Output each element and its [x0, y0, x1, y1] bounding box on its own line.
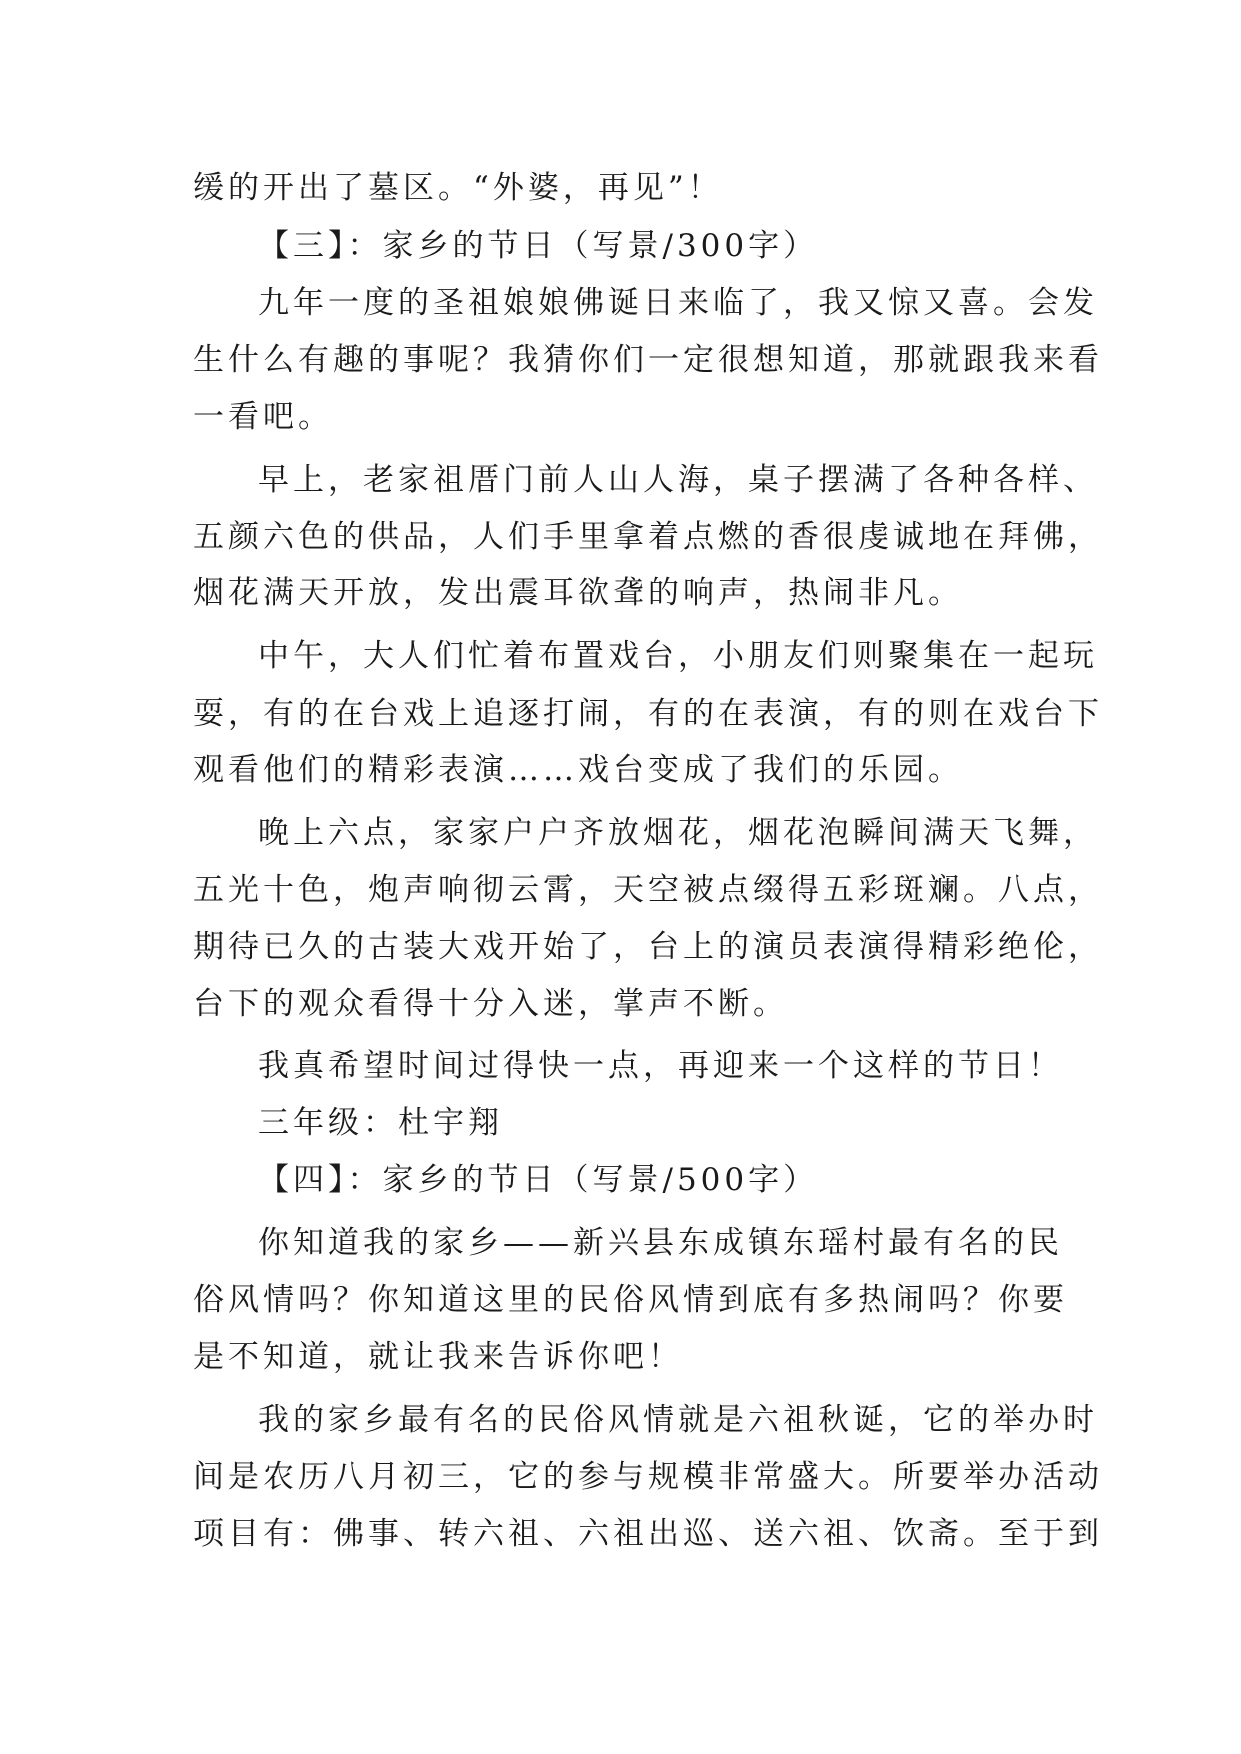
text-line: 我的家乡最有名的民俗风情就是六祖秋诞，它的举办时: [258, 1402, 1098, 1438]
text-line: 五颜六色的供品，人们手里拿着点燃的香很虔诚地在拜佛，: [193, 519, 1103, 555]
text-line: 烟花满天开放，发出震耳欲聋的响声，热闹非凡。: [193, 575, 963, 611]
text-line: 你知道我的家乡——新兴县东成镇东瑶村最有名的民: [258, 1225, 1063, 1261]
section-heading: 【三】：家乡的节日（写景/300字）: [258, 228, 819, 264]
text-line: 间是农历八月初三，它的参与规模非常盛大。所要举办活动: [193, 1459, 1103, 1495]
text-line: 俗风情吗？你知道这里的民俗风情到底有多热闹吗？你要: [193, 1282, 1068, 1318]
section-heading: 【四】：家乡的节日（写景/500字）: [258, 1162, 819, 1198]
text-line: 缓的开出了墓区。“外婆，再见”！: [193, 170, 723, 206]
text-line: 观看他们的精彩表演……戏台变成了我们的乐园。: [193, 752, 963, 788]
text-line: 中午，大人们忙着布置戏台，小朋友们则聚集在一起玩: [258, 638, 1098, 674]
text-line: 台下的观众看得十分入迷，掌声不断。: [193, 986, 788, 1022]
text-line: 晚上六点，家家户户齐放烟花，烟花泡瞬间满天飞舞，: [258, 815, 1098, 851]
text-line: 一看吧。: [193, 399, 333, 435]
text-line: 生什么有趣的事呢？我猜你们一定很想知道，那就跟我来看: [193, 342, 1103, 378]
text-line: 项目有：佛事、转六祖、六祖出巡、送六祖、饮斋。至于到: [193, 1516, 1103, 1552]
author-line: 三年级：杜宇翔: [258, 1105, 503, 1141]
text-line: 早上，老家祖厝门前人山人海，桌子摆满了各种各样、: [258, 462, 1098, 498]
text-line: 九年一度的圣祖娘娘佛诞日来临了，我又惊又喜。会发: [258, 285, 1098, 321]
text-line: 五光十色，炮声响彻云霄，天空被点缀得五彩斑斓。八点，: [193, 872, 1103, 908]
text-line: 期待已久的古装大戏开始了，台上的演员表演得精彩绝伦，: [193, 929, 1103, 965]
text-line: 我真希望时间过得快一点，再迎来一个这样的节日！: [258, 1048, 1063, 1084]
text-line: 是不知道，就让我来告诉你吧！: [193, 1339, 683, 1375]
text-line: 耍，有的在台戏上追逐打闹，有的在表演，有的则在戏台下: [193, 696, 1103, 732]
